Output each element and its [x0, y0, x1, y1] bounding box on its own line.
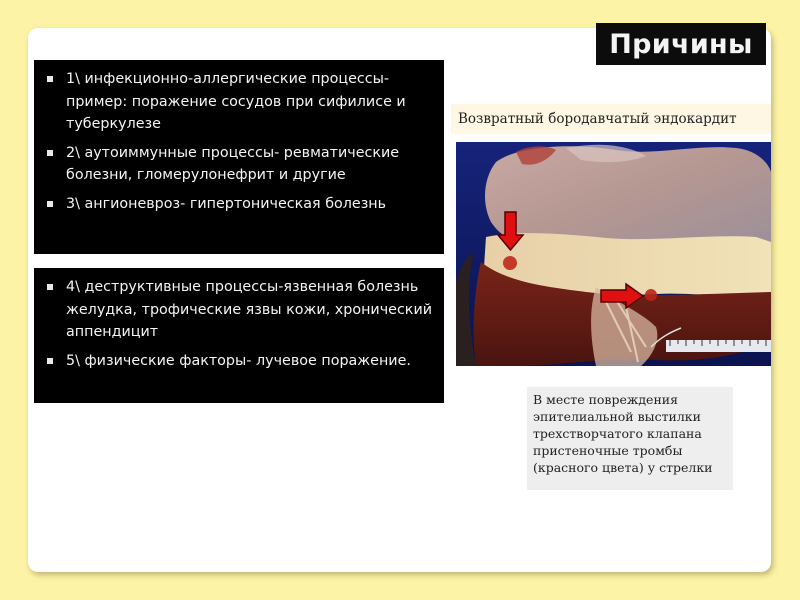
bullet-square-icon	[47, 358, 53, 364]
causes-box-1	[34, 60, 444, 254]
bullet-text: 2\ аутоиммунные процессы- ревматические болезни, гломерулонефрит и другие	[66, 144, 400, 183]
bullet-square-icon	[47, 76, 53, 82]
bullet-text: 5\ физические факторы- лучевое поражение.	[66, 352, 411, 369]
bullet-text: 3\ ангионевроз- гипертоническая болезнь	[66, 195, 387, 212]
image-note: В месте повреждения эпителиальной выстилки трехстворчатого клапана пристеночные тромбы (красного цвета) у стрелки	[527, 387, 733, 490]
bullet-text: 4\ деструктивные процессы-язвенная болезнь желудка, трофические язвы кожи, хронический аппендицит	[66, 279, 433, 340]
bullet-text: 1\ инфекционно-аллергические процессы- пример: поражение сосудов при сифилисе и туберкулезе	[66, 71, 406, 132]
causes-box-2	[34, 268, 444, 403]
specimen-photo	[456, 142, 771, 366]
bullet-square-icon	[47, 201, 53, 207]
bullet-square-icon	[47, 284, 53, 290]
specimen-illustration	[456, 142, 771, 366]
image-caption: Возвратный бородавчатый эндокардит	[451, 104, 771, 134]
bullet-item	[44, 276, 436, 344]
bullet-item	[44, 193, 436, 216]
slide-title: Причины	[596, 23, 766, 65]
bullet-item	[44, 68, 436, 136]
bullet-item	[44, 142, 436, 187]
bullet-item	[44, 350, 436, 373]
bullet-square-icon	[47, 150, 53, 156]
